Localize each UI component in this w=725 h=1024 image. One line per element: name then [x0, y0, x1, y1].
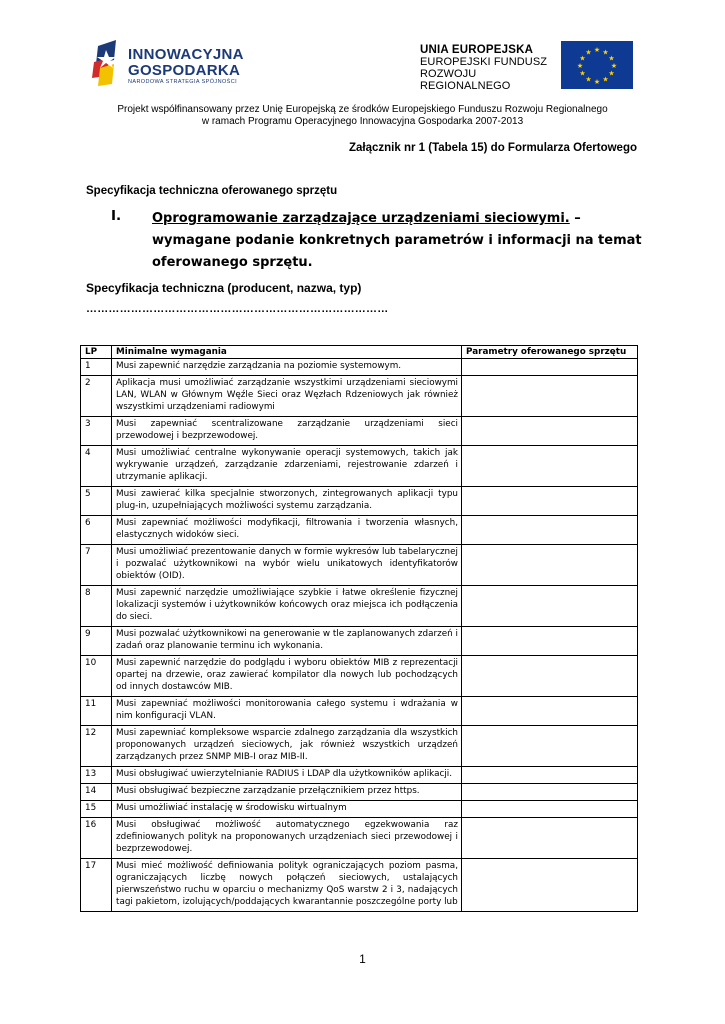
- requirements-table: [80, 345, 638, 912]
- ig-emblem-icon: [92, 38, 122, 88]
- row-offered-parameter-cell[interactable]: [462, 516, 638, 545]
- row-offered-parameter-cell[interactable]: [462, 726, 638, 767]
- row-requirement: Musi mieć możliwość definiowania polityk ograniczających poziom pasma, ograniczających liczbę nowych połączeń sieciowych, ustalających pierwszeństwo ruchu w oparciu o mechanizmy QoS warstw 2 i 3, nadających tagi pakietom, izolujących/poddających kwarantannie poszczególne porty lub: [112, 859, 462, 912]
- section-heading: [152, 208, 652, 274]
- table-row: [81, 359, 638, 376]
- row-requirement: Musi umożliwiać prezentowanie danych w formie wykresów lub tabelarycznej i pozwalać użytkownikowi na wybór wielu unikatowych identyfikatorów obiektów (OID).: [112, 545, 462, 586]
- eu-line1: UNIA EUROPEJSKA: [420, 44, 534, 56]
- row-lp: 3: [81, 417, 112, 446]
- row-requirement: Musi umożliwiać centralne wykonywanie operacji systemowych, takich jak wykrywanie urządzeń, zarządzanie zdarzeniami, rejestrowanie zdarzeń i utrzymanie aplikacji.: [112, 446, 462, 487]
- table-row: [81, 767, 638, 784]
- row-offered-parameter-cell[interactable]: [462, 656, 638, 697]
- table-row: [81, 859, 638, 912]
- row-requirement: Musi obsługiwać możliwość automatycznego egzekwowania raz zdefiniowanych polityk na proponowanych urządzeniach sieci przewodowej i bezprzewodowej.: [112, 818, 462, 859]
- table-row: [81, 376, 638, 417]
- row-requirement: Musi zapewnić narzędzie zarządzania na poziomie systemowym.: [112, 359, 462, 376]
- row-requirement: Musi zapewniać możliwości modyfikacji, filtrowania i tworzenia własnych, elastycznych widoków sieci.: [112, 516, 462, 545]
- project-line2: w ramach Programu Operacyjnego Innowacyjna Gospodarka 2007-2013: [201, 116, 524, 127]
- row-requirement: Musi obsługiwać bezpieczne zarządzanie przełącznikiem przez https.: [112, 784, 462, 801]
- row-lp: 9: [81, 627, 112, 656]
- row-offered-parameter-cell[interactable]: [462, 359, 638, 376]
- row-lp: 12: [81, 726, 112, 767]
- project-cofinancing-note: [0, 104, 725, 128]
- svg-text:★: ★: [579, 54, 586, 63]
- row-offered-parameter-cell[interactable]: [462, 697, 638, 726]
- header-requirements: Minimalne wymagania: [112, 346, 462, 359]
- header-parameters: Parametry oferowanego sprzętu: [462, 346, 638, 359]
- spec-title: Specyfikacja techniczna oferowanego sprzętu: [86, 185, 338, 197]
- row-offered-parameter-cell[interactable]: [462, 801, 638, 818]
- row-requirement: Musi zapewniać scentralizowane zarządzanie urządzeniami sieci przewodowej i bezprzewodowej.: [112, 417, 462, 446]
- spec-producer-label: Specyfikacja techniczna (producent, nazwa, typ): [86, 281, 362, 295]
- row-offered-parameter-cell[interactable]: [462, 767, 638, 784]
- eu-line3: ROZWOJU REGIONALNEGO: [420, 68, 511, 92]
- row-lp: 1: [81, 359, 112, 376]
- section-number: I.: [111, 208, 122, 224]
- row-lp: 6: [81, 516, 112, 545]
- svg-text:★: ★: [602, 75, 609, 84]
- svg-text:★: ★: [610, 62, 618, 70]
- row-lp: 16: [81, 818, 112, 859]
- page-number: 1: [359, 952, 366, 966]
- table-row: [81, 726, 638, 767]
- header-lp: LP: [81, 346, 112, 359]
- row-lp: 14: [81, 784, 112, 801]
- row-lp: 13: [81, 767, 112, 784]
- row-requirement: Musi obsługiwać uwierzytelnianie RADIUS i LDAP dla użytkowników aplikacji.: [112, 767, 462, 784]
- innowacyjna-gospodarka-logo: [92, 38, 257, 90]
- row-lp: 8: [81, 586, 112, 627]
- row-lp: 11: [81, 697, 112, 726]
- table-row: [81, 545, 638, 586]
- row-lp: 10: [81, 656, 112, 697]
- row-lp: 7: [81, 545, 112, 586]
- row-offered-parameter-cell[interactable]: [462, 859, 638, 912]
- row-requirement: Musi zawierać kilka specjalnie stworzonych, zintegrowanych aplikacji typu plug-in, uzupełniających możliwości systemu zarządzania.: [112, 487, 462, 516]
- row-lp: 2: [81, 376, 112, 417]
- row-lp: 5: [81, 487, 112, 516]
- eu-line2: EUROPEJSKI FUNDUSZ: [420, 56, 548, 68]
- row-requirement: Musi zapewniać możliwości monitorowania całego systemu i wdrażania w nim konfiguracji VLAN.: [112, 697, 462, 726]
- row-lp: 4: [81, 446, 112, 487]
- row-requirement: Musi pozwalać użytkownikowi na generowanie w tle zaplanowanych zdarzeń i zadań oraz planowanie terminu ich wykonania.: [112, 627, 462, 656]
- row-offered-parameter-cell[interactable]: [462, 487, 638, 516]
- svg-text:★: ★: [579, 69, 586, 78]
- row-requirement: Aplikacja musi umożliwiać zarządzanie wszystkimi urządzeniami sieciowymi LAN, WLAN w Głównym Węźle Sieci oraz Węzłach Rdzeniowych jak również wszystkimi urządzeniami radiowymi: [112, 376, 462, 417]
- table-row: [81, 627, 638, 656]
- table-header-row: [81, 346, 638, 359]
- row-requirement: Musi umożliwiać instalację w środowisku wirtualnym: [112, 801, 462, 818]
- attachment-title: Załącznik nr 1 (Tabela 15) do Formularza Ofertowego: [349, 142, 637, 154]
- svg-text:★: ★: [576, 62, 584, 70]
- table-row: [81, 446, 638, 487]
- row-lp: 15: [81, 801, 112, 818]
- row-requirement: Musi zapewnić narzędzie umożliwiające szybkie i łatwe określenie fizycznej lokalizacji systemów i użytkowników końcowych oraz miejsca ich podłączenia do sieci.: [112, 586, 462, 627]
- row-offered-parameter-cell[interactable]: [462, 545, 638, 586]
- row-offered-parameter-cell[interactable]: [462, 818, 638, 859]
- table-row: [81, 417, 638, 446]
- row-requirement: Musi zapewnić narzędzie do podglądu i wyboru obiektów MIB z reprezentacji opartej na drzewie, oraz zawierać kompilator dla nowych lub pochodzących od innych dostawców MIB.: [112, 656, 462, 697]
- row-lp: 17: [81, 859, 112, 912]
- table-row: [81, 801, 638, 818]
- table-row: [81, 784, 638, 801]
- row-offered-parameter-cell[interactable]: [462, 627, 638, 656]
- section-title-rest: – wymagane podanie konkretnych parametrów i informacji na temat oferowanego sprzętu.: [152, 211, 642, 270]
- row-offered-parameter-cell[interactable]: [462, 446, 638, 487]
- spec-producer-dots: ………………………………………………………………………: [86, 303, 389, 315]
- table-row: [81, 656, 638, 697]
- svg-text:★: ★: [585, 75, 592, 84]
- eu-logo-text: [420, 44, 560, 92]
- project-line1: Projekt współfinansowany przez Unię Europejską ze środków Europejskiego Funduszu Rozwoju Regionalnego: [117, 104, 608, 115]
- row-offered-parameter-cell[interactable]: [462, 376, 638, 417]
- table-row: [81, 516, 638, 545]
- eu-flag-icon: [561, 41, 633, 89]
- logo-ig-line2: GOSPODARKA: [128, 62, 241, 79]
- svg-text:★: ★: [608, 69, 615, 78]
- svg-text:★: ★: [593, 78, 601, 86]
- logo-ig-sub: NARODOWA STRATEGIA SPÓJNOŚCI: [128, 79, 237, 85]
- table-row: [81, 487, 638, 516]
- logo-ig-line1: INNOWACYJNA: [128, 46, 244, 63]
- svg-text:★: ★: [593, 46, 601, 54]
- row-requirement: Musi zapewniać kompleksowe wsparcie zdalnego zarządzania dla wszystkich proponowanych urządzeń sieciowych, jak również wszystkich urządzeń zarządzanych przez SNMP MIB-I oraz MIB-II.: [112, 726, 462, 767]
- row-offered-parameter-cell[interactable]: [462, 586, 638, 627]
- row-offered-parameter-cell[interactable]: [462, 417, 638, 446]
- table-row: [81, 586, 638, 627]
- table-row: [81, 697, 638, 726]
- section-title-underlined: Oprogramowanie zarządzające urządzeniami sieciowymi.: [152, 211, 570, 226]
- svg-text:★: ★: [608, 54, 615, 63]
- row-offered-parameter-cell[interactable]: [462, 784, 638, 801]
- svg-text:★: ★: [602, 48, 609, 57]
- svg-text:★: ★: [585, 48, 592, 57]
- table-row: [81, 818, 638, 859]
